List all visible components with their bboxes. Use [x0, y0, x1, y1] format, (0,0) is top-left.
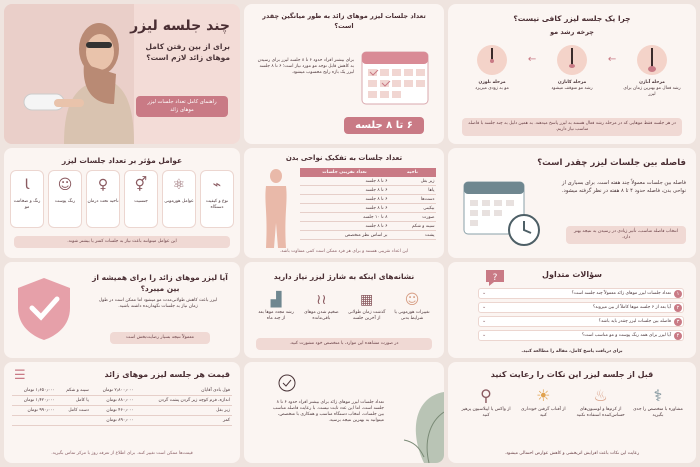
- hero-title: چند جلسه لیزر: [130, 18, 230, 34]
- factor-hair: Ɩ رنگ و ضخامت مو: [10, 170, 44, 228]
- table-row: سینه و شکم ۶ تا ۸ جلسه: [300, 222, 436, 231]
- prices-card: [4, 362, 240, 463]
- faq-item[interactable]: ۳ فاصله بین جلسات لیزر چقدر باید باشد؟ ⌄: [478, 316, 684, 327]
- table-row: اندازه، فرم کوچه زیر گردن پشت گردن ۸۸۰٫۰۰۰ تومان پا کامل ۱٫۴۲۰٫۰۰۰ تومان: [12, 396, 232, 406]
- hair-follicle-icon: [476, 44, 508, 76]
- permanent-badge: معمولاً نتیجه بسیار رضایت‌بخش است: [110, 332, 210, 344]
- permanent-text: لیزر باعث کاهش طولانی‌مدت مو میشود اما ممکن است در طول زمان نیاز به جلسات نگهدارنده داشته باشید.: [98, 298, 218, 310]
- tips-text: تعداد جلسات لیزر موهای زائد برای بیشتر افراد حدود ۶ تا ۸ جلسه است، اما این عدد ثابت نیست. با رعایت فاصله مناسب بین جلسات، انتخاب دستگاه مناسب و همکاری با متخصص، میتوانید به بهترین نتیجه برسید.: [272, 400, 384, 424]
- interval-title: فاصله بین جلسات لیزر چقدر است؟: [537, 158, 686, 168]
- table-row: پشت بر اساس نظر متخصص: [300, 231, 436, 240]
- why-title: چرا یک جلسه لیزر کافی نیست؟: [513, 14, 631, 23]
- areas-title: تعداد جلسات به تفکیک نواحی بدن: [285, 154, 403, 162]
- interval-card: [448, 148, 696, 258]
- prices-note: قیمت‌ها ممکن است تغییر کنند. برای اطلاع از تعرفه روز با مرکز تماس بگیرید.: [51, 450, 193, 456]
- hair-phases: [462, 44, 682, 98]
- table-row: کمر ۸۹۰٫۰۰۰ تومان: [12, 416, 232, 426]
- faq-item[interactable]: ۲ آیا بعد از ۶ جلسه موها کاملاً از بین میروند؟ ⌄: [478, 302, 684, 313]
- tips-card: [244, 362, 444, 463]
- table-row: صورت ۸ تا ۱۰ جلسه: [300, 213, 436, 222]
- factors-card: [4, 148, 240, 258]
- hair-follicle-icon: [556, 44, 588, 76]
- why-note: در هر جلسه فقط موهایی که در مرحله رشد فعال هستند به لیزر پاسخ میدهند. به همین دلیل به چند جلسه با فاصله مناسب نیاز داریم.: [462, 118, 682, 136]
- leaf-decoration-icon: [384, 362, 444, 463]
- factors-title: عوامل مؤثر بر تعداد جلسات لیزر: [61, 156, 183, 165]
- shield-check-icon: [14, 274, 74, 344]
- sign-item: ≀≀ ضخیم شدن موهای باقی‌مانده: [301, 292, 341, 322]
- tip-item: ⚕ مشاوره با متخصص را جدی بگیرید: [633, 386, 683, 419]
- sun-icon: ☀: [536, 386, 551, 405]
- table-row: پاها ۶ تا ۸ جلسه: [300, 186, 436, 195]
- signs-list: [256, 292, 432, 322]
- doctor-icon: ⚕: [653, 386, 663, 405]
- areas-card: [244, 148, 444, 258]
- permanent-title: آیا لیزر موهای زائد را برای همیشه از بین میبرد؟: [92, 273, 228, 294]
- signs-title: نشانه‌های اینکه به شارژ لیزر نیاز دارید: [273, 272, 415, 281]
- tip-item: ♨ از کرم‌ها و لوسیون‌های حساس‌کننده استفاده نکنید: [576, 386, 625, 419]
- table-row: زیر بغل ۴۶۰٫۰۰۰ تومان دست کامل ۹۹۰٫۰۰۰ تومان: [12, 406, 232, 416]
- factor-skin: ☺ رنگ پوست: [48, 170, 82, 228]
- arrow-icon: ←: [607, 54, 617, 65]
- why-card: [448, 4, 696, 144]
- sign-item: ▟ رشد مجدد موها بعد از چند ماه: [256, 292, 296, 322]
- signs-card: [244, 262, 444, 358]
- price-list-icon: ☰: [14, 368, 26, 383]
- faq-note: برای دریافت پاسخ کامل، مقاله را مطالعه کنید.: [521, 348, 623, 354]
- calendar-icon: ▦: [360, 292, 374, 308]
- svg-text:?: ?: [492, 273, 498, 283]
- average-result: ۶ تا ۸ جلسه: [344, 117, 424, 134]
- factor-hormones: ⚛ عوامل هورمونی: [162, 170, 196, 228]
- factor-device: ⌁ نوع و کیفیت دستگاه: [200, 170, 234, 228]
- table-row: دست‌ها ۶ تا ۸ جلسه: [300, 195, 436, 204]
- molecule-icon: ⚛: [172, 177, 186, 193]
- hero-card: [4, 4, 240, 144]
- factors-note: این عوامل میتوانند باعث نیاز به جلسات کمتر یا بیشتر شوند.: [14, 236, 230, 248]
- laser-device-icon: ⌁: [212, 177, 222, 193]
- gender-icon: ⚥: [134, 177, 148, 193]
- sign-item: ☺ تغییرات هورمونی یا شرایط بدنی: [392, 292, 432, 322]
- before-list: [460, 386, 684, 419]
- interval-text: فاصله بین جلسات معمولاً چند هفته است. برای بسیاری از نواحی بدن، فاصله حدود ۴ تا ۸ هفته در نظر گرفته میشود.: [561, 180, 686, 194]
- body-silhouette: [254, 168, 298, 250]
- areas-note: این اعداد تقریبی هستند و برای هر فرد ممکن است کمی متفاوت باشد.: [279, 248, 409, 254]
- tip-item: ⚲ از واکس یا اپیلاسیون پرهیز کنید: [461, 386, 511, 419]
- average-card: [244, 4, 444, 144]
- chevron-down-icon: ⌄: [482, 290, 487, 296]
- average-text: برای بیشتر افراد حدود ۶ تا ۸ جلسه لیزر برای رسیدن به کاهش قابل توجه مو مورد نیاز است؛ ۶ تا ۸ جلسه لیزر یک بازه رایج محسوب میشود.: [257, 58, 354, 76]
- prices-title: قیمت هر جلسه لیزر موهای زائد: [104, 370, 230, 379]
- wax-tool-icon: ⚲: [480, 386, 492, 405]
- check-circle-icon: [278, 374, 296, 392]
- prices-table: [12, 386, 232, 426]
- table-row: فول بادی آقایان ۲٫۸۰۰٫۰۰۰ تومان سینه و شکم ۱٫۶۵۰٫۰۰۰ تومان: [12, 386, 232, 396]
- areas-table: ناحیه تعداد تقریبی جلسات زیر بغل ۶ تا ۸ جلسه پاها ۶ تا ۸ جلسه دست‌ها ۶ تا ۸ جلسه بیکینی ۶ تا ۸ جلسه صورت ۸ تا ۱۰ جلسه سینه و شکم ۶ تا ۸ جلسه پشت بر اساس نظر متخصص: [300, 168, 436, 240]
- table-row: بیکینی ۶ تا ۸ جلسه: [300, 204, 436, 213]
- signs-note: در صورت مشاهده این موارد، با متخصص خود مشورت کنید.: [256, 338, 432, 350]
- hair-strands-icon: ≀≀: [316, 292, 327, 308]
- phase-catagen: مرحله کاتاژن رشد مو متوقف میشود: [542, 44, 602, 98]
- face-icon: ☺: [404, 292, 420, 308]
- body-icon: ♀: [97, 177, 109, 193]
- hero-subtitle: برای از بین رفتن کامل موهای زائد لازم است؟: [145, 42, 230, 62]
- hero-woman-illustration: [4, 4, 134, 144]
- faq-card: [448, 262, 696, 358]
- table-row: زیر بغل ۶ تا ۸ جلسه: [300, 177, 436, 186]
- calendar-icon: [360, 46, 430, 106]
- lotion-bottle-icon: ♨: [593, 386, 608, 405]
- face-icon: ☺: [57, 177, 73, 193]
- growth-chart-icon: ▟: [270, 292, 282, 308]
- average-title: تعداد جلسات لیزر موهای زائد به طور میانگین چقدر است؟: [262, 12, 426, 30]
- chevron-down-icon: ⌄: [482, 318, 487, 324]
- phase-anagen: مرحله آناژن رشد فعال مو بهترین زمان برای لیزر: [622, 44, 682, 98]
- calendar-clock-icon: [462, 178, 542, 248]
- before-card: [448, 362, 696, 463]
- before-title: قبل از جلسه لیزر این نکات را رعایت کنید: [490, 370, 654, 379]
- faq-title: سؤالات متداول: [542, 270, 602, 279]
- factor-area: ♀ ناحیه تحت درمان: [86, 170, 120, 228]
- hair-icon: Ɩ: [24, 177, 30, 193]
- factor-gender: ⚥ جنسیت: [124, 170, 158, 228]
- tip-item: ☀ از آفتاب گرفتن خودداری کنید: [517, 386, 569, 419]
- hero-badge: راهنمای کامل تعداد جلسات لیزر موهای زائد: [136, 96, 228, 117]
- chevron-down-icon: ⌄: [482, 332, 487, 338]
- faq-item[interactable]: ۱ تعداد جلسات لیزر موهای زائد معمولاً چند جلسه است؟ ⌄: [478, 288, 684, 299]
- permanent-card: [4, 262, 240, 358]
- interval-note: انتخاب فاصله مناسب، تأثیر زیادی در رسیدن به نتیجه بهتر دارد.: [566, 226, 686, 244]
- phase-telogen: مرحله تلوژن مو به زودی میریزد: [462, 44, 522, 98]
- arrow-icon: ←: [527, 54, 537, 65]
- chevron-down-icon: ⌄: [482, 304, 487, 310]
- why-subtitle: چرخه رشد مو: [550, 28, 594, 36]
- sign-item: ▦ گذشت زمان طولانی از آخرین جلسه: [347, 292, 386, 322]
- before-note: رعایت این نکات باعث افزایش اثربخشی و کاهش عوارض احتمالی میشود.: [504, 450, 640, 456]
- faq-item[interactable]: ۴ آیا لیزر برای همه رنگ پوست و مو مناسب است؟ ⌄: [478, 330, 684, 341]
- hair-follicle-icon: [636, 44, 668, 76]
